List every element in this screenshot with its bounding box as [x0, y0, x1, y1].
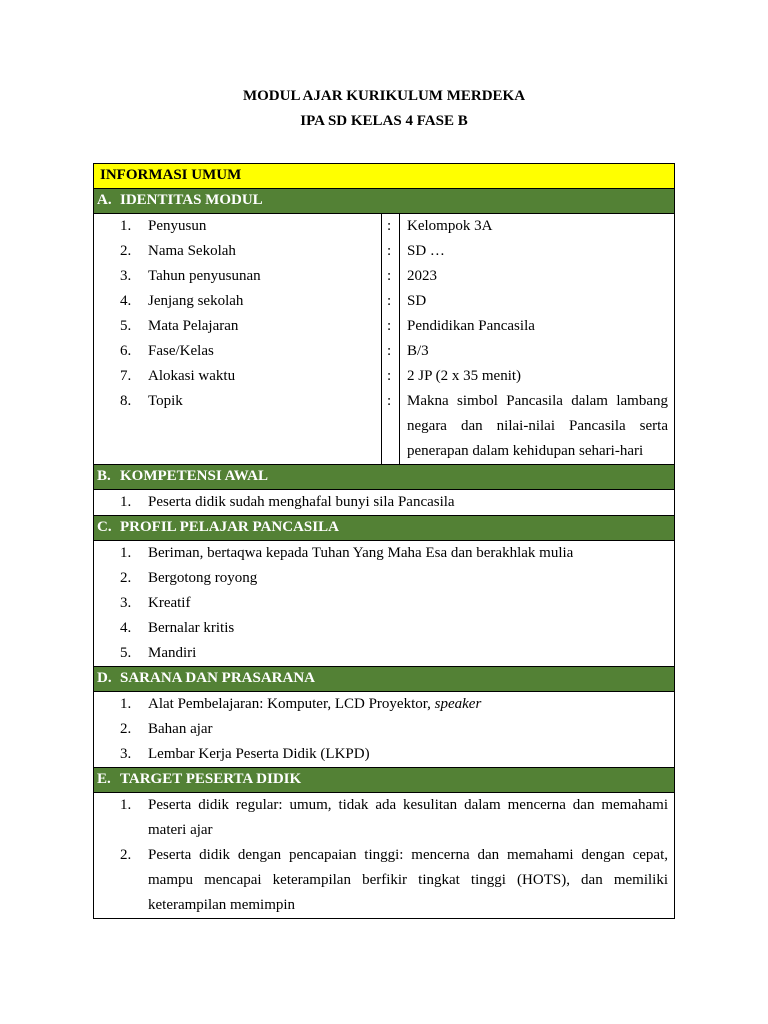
item-number: 5. [120, 645, 132, 661]
row-colon: : [387, 343, 392, 359]
informasi-umum-header: INFORMASI UMUM [94, 164, 674, 189]
item-text: Kreatif [148, 595, 191, 611]
section-c-title: PROFIL PELAJAR PANCASILA [120, 519, 339, 535]
list-item [94, 591, 674, 616]
row-number: 5. [120, 318, 132, 334]
section-d-letter: D. [97, 670, 112, 686]
row-label: Fase/Kelas [148, 343, 214, 359]
document-subtitle: IPA SD KELAS 4 FASE B [300, 113, 468, 129]
section-b-title: KOMPETENSI AWAL [120, 468, 268, 484]
row-value: SD [407, 293, 427, 309]
module-info-table [93, 163, 675, 919]
section-d-header [94, 667, 674, 692]
identitas-row [94, 314, 674, 339]
sarana-prasarana-list [94, 692, 674, 768]
row-colon: : [387, 268, 392, 284]
row-colon: : [387, 368, 392, 384]
item-text: Peserta didik dengan pencapaian tinggi: mencerna dan memahami dengan cepat, mampu mencapai keterampilan berfikir tingkat tinggi (HOTS), dan memiliki keterampilan memimpin [148, 847, 668, 913]
section-a-header [94, 189, 674, 214]
item-number: 1. [120, 494, 132, 510]
row-label: Tahun penyusunan [148, 268, 261, 284]
row-label: Nama Sekolah [148, 243, 236, 259]
list-item [94, 843, 674, 918]
row-value: SD … [407, 243, 445, 259]
row-value: 2023 [407, 268, 437, 284]
item-number: 2. [120, 847, 132, 863]
list-item [94, 742, 674, 767]
item-text: Bernalar kritis [148, 620, 235, 636]
section-a-title: IDENTITAS MODUL [120, 192, 263, 208]
row-value: Pendidikan Pancasila [407, 318, 535, 334]
row-number: 1. [120, 218, 132, 234]
row-colon: : [387, 293, 392, 309]
row-value: Kelompok 3A [407, 218, 493, 234]
item-text: Bahan ajar [148, 721, 213, 737]
section-d-title: SARANA DAN PRASARANA [120, 670, 316, 686]
identitas-row [94, 239, 674, 264]
identitas-row [94, 289, 674, 314]
kompetensi-awal-list [94, 490, 674, 516]
row-label: Alokasi waktu [148, 368, 236, 384]
row-number: 8. [120, 393, 132, 409]
item-text-italic: speaker [434, 696, 482, 712]
identitas-row [94, 214, 674, 239]
section-e-title: TARGET PESERTA DIDIK [120, 771, 302, 787]
item-number: 1. [120, 545, 132, 561]
item-number: 2. [120, 721, 132, 737]
row-label: Jenjang sekolah [148, 293, 244, 309]
list-item [94, 490, 674, 515]
item-number: 3. [120, 595, 132, 611]
item-number: 2. [120, 570, 132, 586]
row-label: Topik [148, 393, 183, 409]
list-item [94, 616, 674, 641]
item-text [148, 692, 668, 717]
row-colon: : [387, 318, 392, 334]
section-b-letter: B. [97, 468, 111, 484]
section-e-header [94, 768, 674, 793]
list-item [94, 541, 674, 566]
list-item [94, 793, 674, 843]
row-colon: : [387, 393, 392, 409]
section-c-header [94, 516, 674, 541]
row-value: B/3 [407, 343, 429, 359]
identitas-row [94, 339, 674, 364]
item-text: Beriman, bertaqwa kepada Tuhan Yang Maha Esa dan berakhlak mulia [148, 545, 574, 561]
section-b-header [94, 465, 674, 490]
row-number: 7. [120, 368, 132, 384]
item-text: Bergotong royong [148, 570, 258, 586]
row-value: 2 JP (2 x 35 menit) [407, 368, 522, 384]
list-item [94, 717, 674, 742]
target-peserta-list [94, 793, 674, 918]
row-colon: : [387, 218, 392, 234]
identitas-table [94, 214, 674, 465]
item-text: Peserta didik regular: umum, tidak ada kesulitan dalam mencerna dan memahami materi ajar [148, 797, 668, 838]
item-number: 3. [120, 746, 132, 762]
row-number: 2. [120, 243, 132, 259]
section-a-letter: A. [97, 192, 112, 208]
row-label: Mata Pelajaran [148, 318, 239, 334]
item-number: 4. [120, 620, 132, 636]
row-label: Penyusun [148, 218, 207, 234]
row-number: 6. [120, 343, 132, 359]
item-text: Mandiri [148, 645, 197, 661]
profil-pelajar-list [94, 541, 674, 667]
row-number: 3. [120, 268, 132, 284]
topik-value: Makna simbol Pancasila dalam lambang negara dan nilai-nilai Pancasila serta penerapan dalam kehidupan sehari-hari [407, 393, 668, 459]
list-item [94, 641, 674, 666]
item-text-plain: Alat Pembelajaran: Komputer, LCD Proyektor, [148, 696, 435, 712]
item-number: 1. [120, 797, 132, 813]
item-text: Lembar Kerja Peserta Didik (LKPD) [148, 746, 370, 762]
row-number: 4. [120, 293, 132, 309]
list-item [94, 692, 674, 717]
section-e-letter: E. [97, 771, 111, 787]
item-number: 1. [120, 696, 132, 712]
document-title: MODUL AJAR KURIKULUM MERDEKA [242, 88, 526, 104]
section-c-letter: C. [97, 519, 112, 535]
item-text: Peserta didik sudah menghafal bunyi sila Pancasila [148, 494, 455, 510]
identitas-row [94, 264, 674, 289]
identitas-row [94, 364, 674, 389]
row-colon: : [387, 243, 392, 259]
list-item [94, 566, 674, 591]
